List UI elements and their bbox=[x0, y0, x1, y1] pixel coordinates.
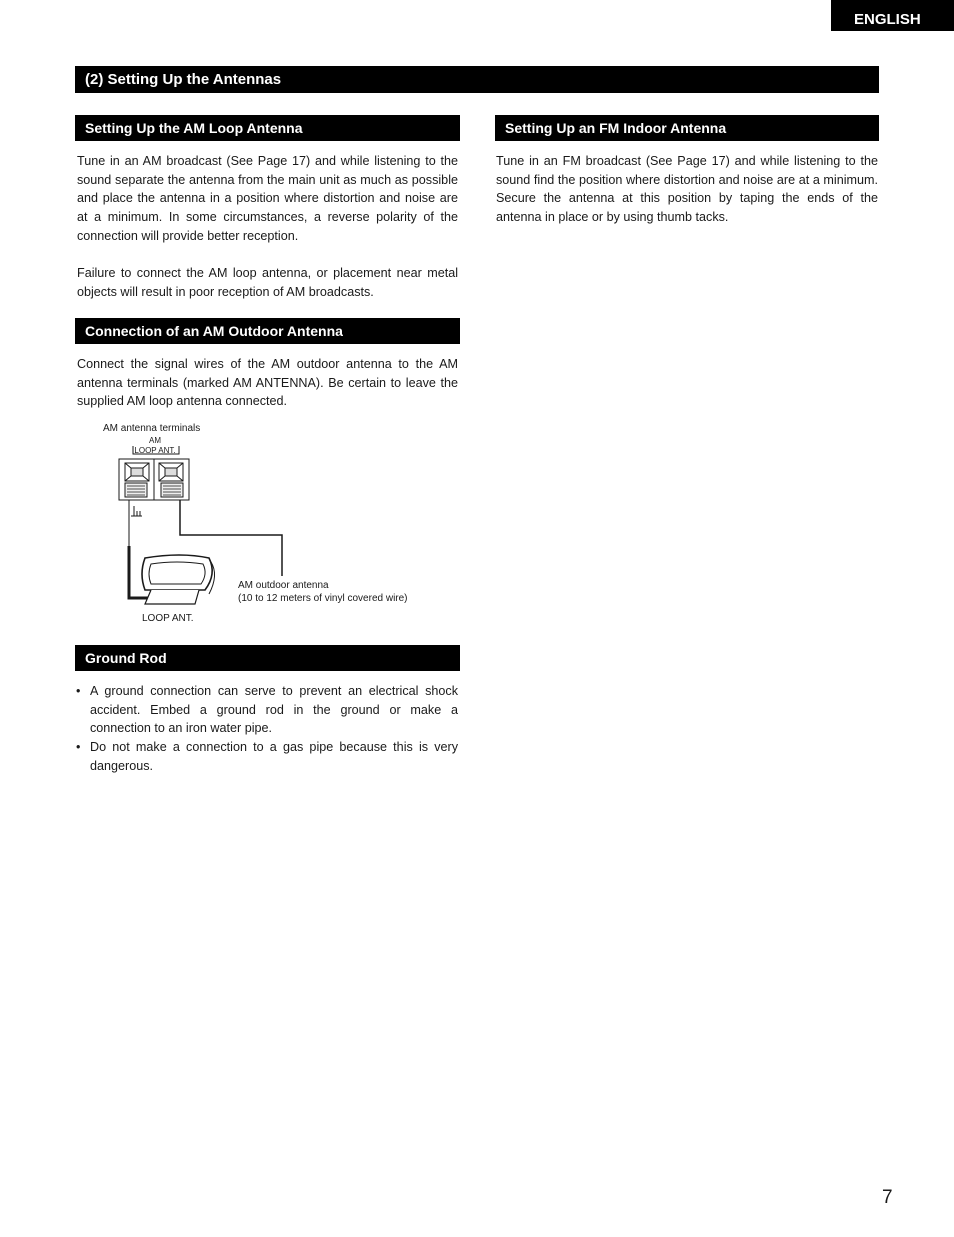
am-loop-heading: Setting Up the AM Loop Antenna bbox=[75, 115, 460, 141]
outdoor-antenna-label-line1: AM outdoor antenna bbox=[238, 580, 329, 591]
language-tab: ENGLISH bbox=[831, 0, 954, 31]
am-antenna-diagram bbox=[95, 418, 445, 628]
loop-ant-label: LOOP ANT. bbox=[142, 613, 194, 624]
fm-indoor-heading: Setting Up an FM Indoor Antenna bbox=[495, 115, 879, 141]
am-label: AM bbox=[149, 436, 161, 445]
ground-rod-list bbox=[76, 682, 458, 776]
terminals-label: AM antenna terminals bbox=[103, 423, 201, 434]
terminal-block bbox=[119, 459, 189, 500]
outdoor-antenna-label-line2: (10 to 12 meters of vinyl covered wire) bbox=[238, 593, 408, 604]
am-loop-paragraph-1: Tune in an AM broadcast (See Page 17) and while listening to the sound separate the antenna from the main unit as much as possible and place the antenna in a position where distortion and noise are at a minimum. In some circumstances, a reverse polarity of the connection will provide better reception. bbox=[77, 154, 458, 243]
fm-indoor-paragraph: Tune in an FM broadcast (See Page 17) and while listening to the sound find the position where distortion and noise are at a minimum. Secure the antenna at this position by taping the ends of the antenna in place or by using thumb tacks. bbox=[496, 154, 878, 225]
ground-symbol-icon bbox=[129, 500, 142, 546]
section-title: (2) Setting Up the Antennas bbox=[75, 66, 879, 93]
list-item: • Do not make a connection to a gas pipe because this is very dangerous. bbox=[76, 738, 458, 775]
loop-antenna-icon bbox=[142, 555, 215, 604]
am-outdoor-paragraph: Connect the signal wires of the AM outdoor antenna to the AM antenna terminals (marked AM ANTENNA). Be certain to leave the supplied AM loop antenna connected. bbox=[77, 357, 458, 409]
loop-ant-terminal-label: LOOP ANT. bbox=[134, 446, 176, 455]
page-number: 7 bbox=[882, 1187, 893, 1208]
ground-rod-heading: Ground Rod bbox=[75, 645, 460, 671]
am-outdoor-heading: Connection of an AM Outdoor Antenna bbox=[75, 318, 460, 344]
list-item: • A ground connection can serve to prevent an electrical shock accident. Embed a ground rod in the ground or make a connection to an iron water pipe. bbox=[76, 682, 458, 738]
am-loop-paragraph-2: Failure to connect the AM loop antenna, or placement near metal objects will result in poor reception of AM broadcasts. bbox=[77, 266, 458, 299]
